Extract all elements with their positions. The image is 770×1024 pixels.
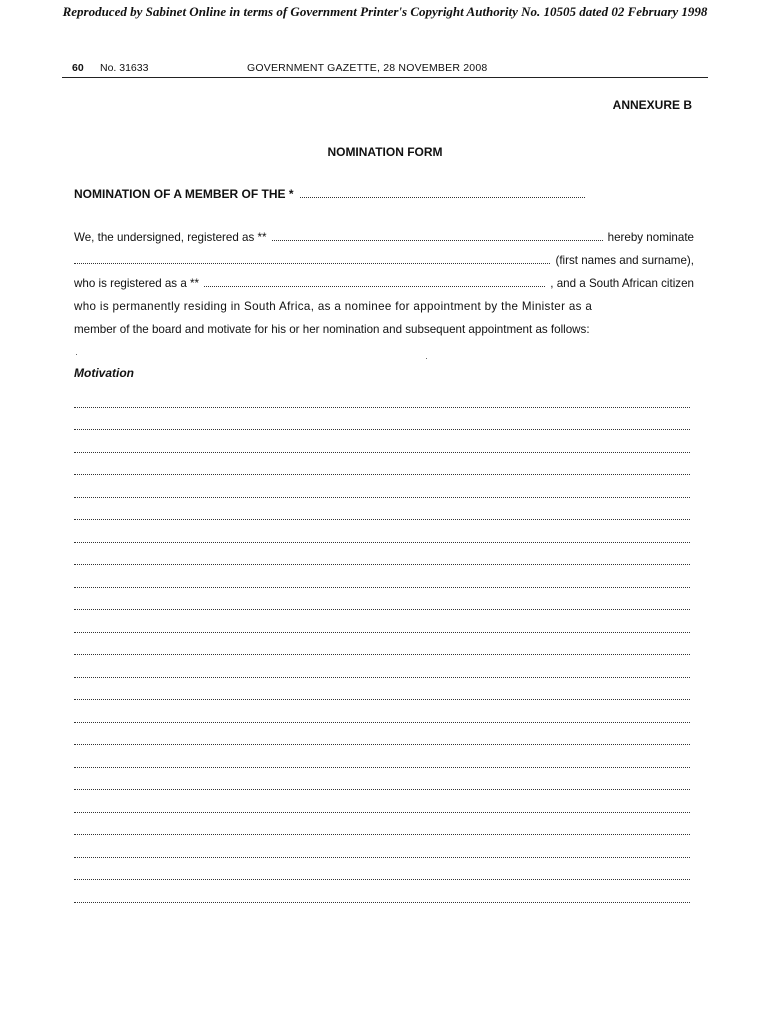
reproduction-notice: Reproduced by Sabinet Online in terms of Government Printer's Copyright Authority No. 10505 dated 02 February 1998 xyxy=(62,4,708,19)
line3-end-text: , and a South African citizen xyxy=(550,277,694,290)
page-number: 60 xyxy=(72,62,84,74)
line1-start-text: We, the undersigned, registered as ** xyxy=(74,231,267,244)
line1-end-text: hereby nominate xyxy=(607,231,694,244)
motivation-line[interactable] xyxy=(74,768,690,791)
gazette-header xyxy=(72,62,708,78)
nomination-paragraph xyxy=(74,231,694,346)
line5-text: member of the board and motivate for his or her nomination and subsequent appointment as follows: xyxy=(74,323,590,336)
nominee-registration-field[interactable] xyxy=(204,277,545,287)
motivation-label: Motivation xyxy=(74,366,134,380)
motivation-line[interactable] xyxy=(74,610,690,633)
motivation-line[interactable] xyxy=(74,520,690,543)
scan-speck xyxy=(76,354,77,355)
paragraph-line-3 xyxy=(74,277,694,300)
motivation-line[interactable] xyxy=(74,835,690,858)
gazette-title: GOVERNMENT GAZETTE, 28 NOVEMBER 2008 xyxy=(247,62,488,74)
nomination-label: NOMINATION OF A MEMBER OF THE * xyxy=(74,187,294,201)
line2-end-text: (first names and surname), xyxy=(555,254,694,267)
motivation-line[interactable] xyxy=(74,430,690,453)
motivation-line[interactable] xyxy=(74,588,690,611)
motivation-line[interactable] xyxy=(74,700,690,723)
annexure-label: ANNEXURE B xyxy=(612,98,692,112)
motivation-line[interactable] xyxy=(74,498,690,521)
motivation-line[interactable] xyxy=(74,408,690,431)
motivation-line[interactable] xyxy=(74,813,690,836)
nominee-name-field[interactable] xyxy=(74,254,550,264)
motivation-line[interactable] xyxy=(74,790,690,813)
motivation-line[interactable] xyxy=(74,858,690,881)
motivation-lines xyxy=(74,385,690,903)
header-rule xyxy=(62,77,708,78)
paragraph-line-5 xyxy=(74,323,694,346)
line4-text: who is permanently residing in South Africa, as a nominee for appointment by the Minister as a xyxy=(74,300,593,313)
line3-start-text: who is registered as a ** xyxy=(74,277,200,290)
motivation-line[interactable] xyxy=(74,745,690,768)
paragraph-line-2 xyxy=(74,254,694,277)
form-title: NOMINATION FORM xyxy=(327,145,443,159)
motivation-line[interactable] xyxy=(74,880,690,903)
registration-field[interactable] xyxy=(272,231,603,241)
motivation-line[interactable] xyxy=(74,723,690,746)
nomination-line xyxy=(74,187,694,201)
paragraph-line-4 xyxy=(74,300,694,323)
motivation-line[interactable] xyxy=(74,633,690,656)
issue-number: No. 31633 xyxy=(100,62,149,74)
motivation-line[interactable] xyxy=(74,385,690,408)
motivation-line[interactable] xyxy=(74,453,690,476)
motivation-line[interactable] xyxy=(74,655,690,678)
board-name-field[interactable] xyxy=(300,188,585,198)
motivation-line[interactable] xyxy=(74,565,690,588)
paragraph-line-1 xyxy=(74,231,694,254)
motivation-line[interactable] xyxy=(74,543,690,566)
motivation-line[interactable] xyxy=(74,475,690,498)
scan-speck xyxy=(426,358,427,359)
motivation-line[interactable] xyxy=(74,678,690,701)
